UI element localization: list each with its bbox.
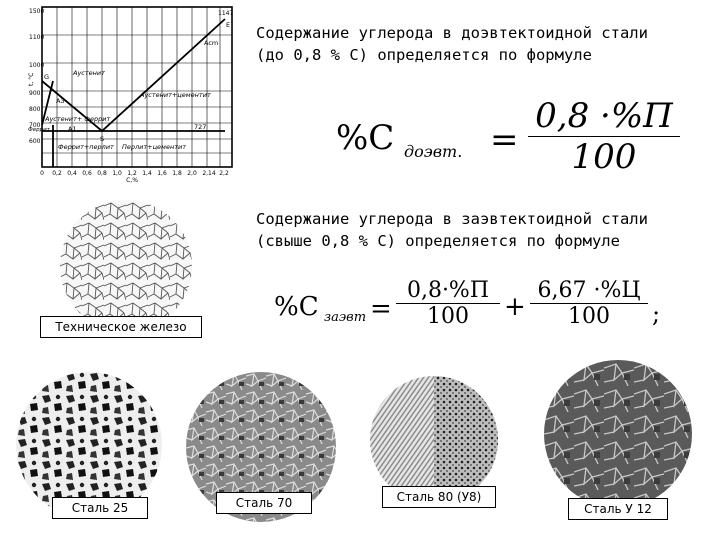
- label-ferrite-pearlite: Феррит+перлит: [58, 143, 114, 151]
- fraction-denominator: 100: [427, 304, 469, 329]
- point-acm: Acm: [204, 39, 219, 47]
- y-unit: t, °C: [28, 72, 35, 86]
- x-tick: 1,4: [142, 170, 152, 177]
- caption-steel-70: Сталь 70: [216, 492, 312, 514]
- text-line: (свыше 0,8 % С) определяется по формуле: [256, 232, 620, 250]
- formula-hypereutectoid: [268, 278, 688, 350]
- caption-steel-u12: Сталь У 12: [568, 498, 668, 520]
- label-1147: 1147: [218, 10, 234, 17]
- formula-terminator: ;: [652, 300, 661, 328]
- x-unit: C,%: [126, 177, 138, 183]
- y-tick: 1500: [29, 8, 45, 15]
- y-tick: 900: [29, 90, 41, 97]
- micrograph-steel-u12: [544, 360, 692, 508]
- micrograph-technical-iron: [60, 200, 192, 332]
- x-tick: 0: [40, 170, 44, 177]
- formula-fraction-2: [530, 278, 648, 329]
- label-austenite-cementite: Аустенит+цементит: [140, 91, 211, 99]
- y-tick: 700: [29, 122, 41, 129]
- fraction-numerator: 0,8·%П: [406, 278, 490, 303]
- micrograph-steel-80: [370, 376, 498, 504]
- x-tick: 0,4: [67, 170, 77, 177]
- iron-carbon-diagram: [28, 5, 238, 183]
- x-tick: 1,6: [157, 170, 167, 177]
- caption-technical-iron: Техническое железо: [40, 316, 202, 338]
- point-g: G: [44, 73, 50, 81]
- hypereutectoid-description: [256, 208, 648, 252]
- text-line: (до 0,8 % С) определяется по формуле: [256, 46, 592, 64]
- formula-lhs: %C: [274, 292, 319, 322]
- point-a1: A1: [68, 125, 77, 133]
- fraction-denominator: 100: [571, 137, 637, 177]
- label-austenite-ferrite: Аустенит+ феррит: [45, 115, 111, 123]
- point-e: E: [226, 21, 231, 29]
- y-tick: 800: [29, 106, 41, 113]
- y-tick: 1100: [29, 34, 45, 41]
- label-pearlite-cementite: Перлит+цементит: [122, 143, 186, 151]
- formula-lhs-subscript: заэвт: [324, 310, 367, 325]
- x-tick: 1,8: [172, 170, 182, 177]
- label-austenite: Аустенит: [73, 69, 105, 77]
- formula-equals: =: [490, 120, 519, 160]
- text-line: Содержание углерода в доэвтектоидной стали: [256, 24, 648, 42]
- point-a3: A3: [56, 97, 65, 105]
- formula-equals: =: [370, 294, 392, 324]
- y-tick: 600: [29, 138, 41, 145]
- x-tick: 2,2: [219, 170, 229, 177]
- x-tick: 1,0: [112, 170, 122, 177]
- x-tick: 1,2: [127, 170, 137, 177]
- x-tick: 2,14: [202, 170, 216, 177]
- x-tick: 0,2: [52, 170, 62, 177]
- caption-steel-80: Сталь 80 (У8): [382, 486, 496, 508]
- x-tick: 0,6: [82, 170, 92, 177]
- fraction-denominator: 100: [568, 304, 610, 329]
- point-s: S: [100, 135, 105, 143]
- formula-hypoeutectoid: [330, 90, 690, 190]
- label-727: 727: [194, 123, 207, 131]
- x-tick: 0,8: [97, 170, 107, 177]
- formula-fraction-1: [396, 278, 500, 329]
- caption-steel-25: Сталь 25: [52, 497, 148, 519]
- formula-lhs: %C: [336, 118, 395, 158]
- hypoeutectoid-description: [256, 22, 648, 66]
- label-ferrite: Феррит: [28, 127, 50, 133]
- fraction-numerator: 6,67 ·%Ц: [537, 278, 641, 303]
- text-line: Содержание углерода в заэвтектоидной стали: [256, 210, 648, 228]
- formula-plus: +: [504, 292, 526, 322]
- formula-fraction: [528, 96, 680, 177]
- formula-lhs-subscript: доэвт.: [404, 142, 463, 161]
- x-tick: 2,0: [187, 170, 197, 177]
- y-tick: 1000: [29, 62, 45, 69]
- fraction-numerator: 0,8 ·%П: [535, 96, 673, 136]
